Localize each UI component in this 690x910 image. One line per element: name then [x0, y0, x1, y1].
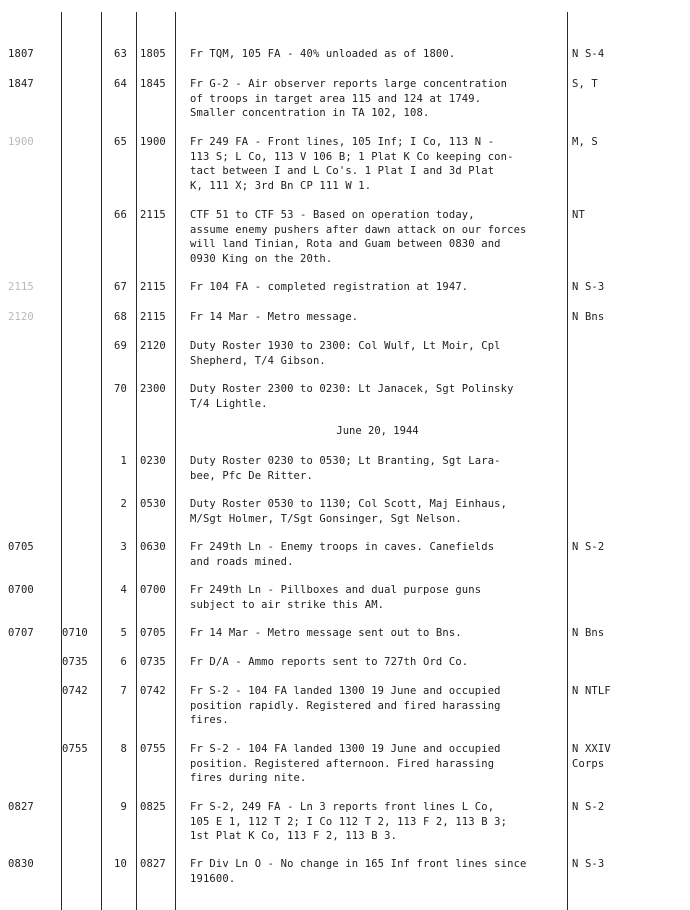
message-time: 2300	[140, 383, 166, 395]
in-time: 1807	[8, 48, 34, 60]
in-time: 2120	[8, 311, 34, 323]
message-text: Fr S-2, 249 FA - Ln 3 reports front lines L Co, 105 E 1, 112 T 2; I Co 112 T 2, 113 F 2, 113 B 3; 1st Plat K Co, 113 F 2, 113 B 3.	[190, 801, 508, 842]
serial-number: 10	[114, 858, 127, 870]
message-text: Fr S-2 - 104 FA landed 1300 19 June and occupied position. Registered afternoon. Fired harassing fires during nite.	[190, 743, 501, 784]
serial-number: 68	[114, 311, 127, 323]
in-time: 0705	[8, 541, 34, 553]
action-taken: M, S	[572, 136, 598, 148]
message-time: 0705	[140, 627, 166, 639]
serial-number: 8	[120, 743, 127, 755]
message-text: Fr D/A - Ammo reports sent to 727th Ord Co.	[190, 656, 469, 668]
message-time: 0630	[140, 541, 166, 553]
action-taken: N S-4	[572, 48, 605, 60]
serial-number: 65	[114, 136, 127, 148]
column-rule	[567, 12, 568, 910]
in-time: 1900	[8, 136, 34, 148]
message-text: Fr 249th Ln - Pillboxes and dual purpose guns subject to air strike this AM.	[190, 584, 482, 611]
message-time: 2115	[140, 281, 166, 293]
message-text: Duty Roster 2300 to 0230: Lt Janacek, Sgt Polinsky T/4 Lightle.	[190, 383, 514, 410]
out-time: 0735	[62, 656, 88, 668]
message-time: 2120	[140, 340, 166, 352]
serial-number: 4	[120, 584, 127, 596]
message-text: Duty Roster 0530 to 1130; Col Scott, Maj Einhaus, M/Sgt Holmer, T/Sgt Gonsinger, Sgt Nelson.	[190, 498, 508, 525]
message-time: 0742	[140, 685, 166, 697]
serial-number: 63	[114, 48, 127, 60]
serial-number: 1	[120, 455, 127, 467]
in-time: 0830	[8, 858, 34, 870]
serial-number: 70	[114, 383, 127, 395]
serial-number: 66	[114, 209, 127, 221]
message-time: 1900	[140, 136, 166, 148]
message-text: Duty Roster 1930 to 2300: Col Wulf, Lt Moir, Cpl Shepherd, T/4 Gibson.	[190, 340, 501, 367]
action-taken: N S-3	[572, 281, 605, 293]
action-taken: NT	[572, 209, 585, 221]
message-text: Fr G-2 - Air observer reports large concentration of troops in target area 115 and 124 at 1749. Smaller concentration in TA 102, 108.	[190, 78, 508, 119]
message-text: Fr TQM, 105 FA - 40% unloaded as of 1800.	[190, 48, 456, 60]
in-time: 0707	[8, 627, 34, 639]
message-text: Fr Div Ln O - No change in 165 Inf front lines since 191600.	[190, 858, 527, 885]
message-time: 0825	[140, 801, 166, 813]
date-heading: June 20, 1944	[336, 425, 419, 437]
out-time: 0755	[62, 743, 88, 755]
message-time: 1805	[140, 48, 166, 60]
message-time: 2115	[140, 209, 166, 221]
serial-number: 5	[120, 627, 127, 639]
out-time: 0710	[62, 627, 88, 639]
in-time: 0827	[8, 801, 34, 813]
message-time: 2115	[140, 311, 166, 323]
serial-number: 9	[120, 801, 127, 813]
action-taken: N Bns	[572, 311, 605, 323]
message-text: Fr 249th Ln - Enemy troops in caves. Canefields and roads mined.	[190, 541, 495, 568]
in-time: 2115	[8, 281, 34, 293]
action-taken: S, T	[572, 78, 598, 90]
serial-number: 6	[120, 656, 127, 668]
serial-number: 69	[114, 340, 127, 352]
message-text: Fr 14 Mar - Metro message.	[190, 311, 359, 323]
column-rule	[136, 12, 137, 910]
message-time: 0735	[140, 656, 166, 668]
message-time: 0700	[140, 584, 166, 596]
message-time: 0827	[140, 858, 166, 870]
message-time: 0755	[140, 743, 166, 755]
serial-number: 2	[120, 498, 127, 510]
serial-number: 7	[120, 685, 127, 697]
action-taken: N XXIV Corps	[572, 743, 611, 770]
serial-number: 64	[114, 78, 127, 90]
message-text: Duty Roster 0230 to 0530; Lt Branting, Sgt Lara- bee, Pfc De Ritter.	[190, 455, 501, 482]
action-taken: N S-2	[572, 801, 605, 813]
serial-number: 3	[120, 541, 127, 553]
message-text: Fr 249 FA - Front lines, 105 Inf; I Co, 113 N - 113 S; L Co, 113 V 106 B; 1 Plat K Co keeping con- tact between I and L Co's. 1 Plat I and 3d Plat K, 111 X; 3rd Bn CP 111 W 1.	[190, 136, 514, 192]
in-time: 0700	[8, 584, 34, 596]
action-taken: N S-3	[572, 858, 605, 870]
action-taken: N S-2	[572, 541, 605, 553]
message-text: CTF 51 to CTF 53 - Based on operation today, assume enemy pushers after dawn attack on our forces will land Tinian, Rota and Guam between 0830 and 0930 King on the 20th.	[190, 209, 527, 265]
message-time: 1845	[140, 78, 166, 90]
message-time: 0230	[140, 455, 166, 467]
message-text: Fr 104 FA - completed registration at 1947.	[190, 281, 469, 293]
message-text: Fr 14 Mar - Metro message sent out to Bns.	[190, 627, 462, 639]
message-time: 0530	[140, 498, 166, 510]
action-taken: N NTLF	[572, 685, 611, 697]
message-text: Fr S-2 - 104 FA landed 1300 19 June and occupied position rapidly. Registered and fired harassing fires.	[190, 685, 501, 726]
column-rule	[175, 12, 176, 910]
in-time: 1847	[8, 78, 34, 90]
action-taken: N Bns	[572, 627, 605, 639]
serial-number: 67	[114, 281, 127, 293]
column-rule	[61, 12, 62, 910]
out-time: 0742	[62, 685, 88, 697]
